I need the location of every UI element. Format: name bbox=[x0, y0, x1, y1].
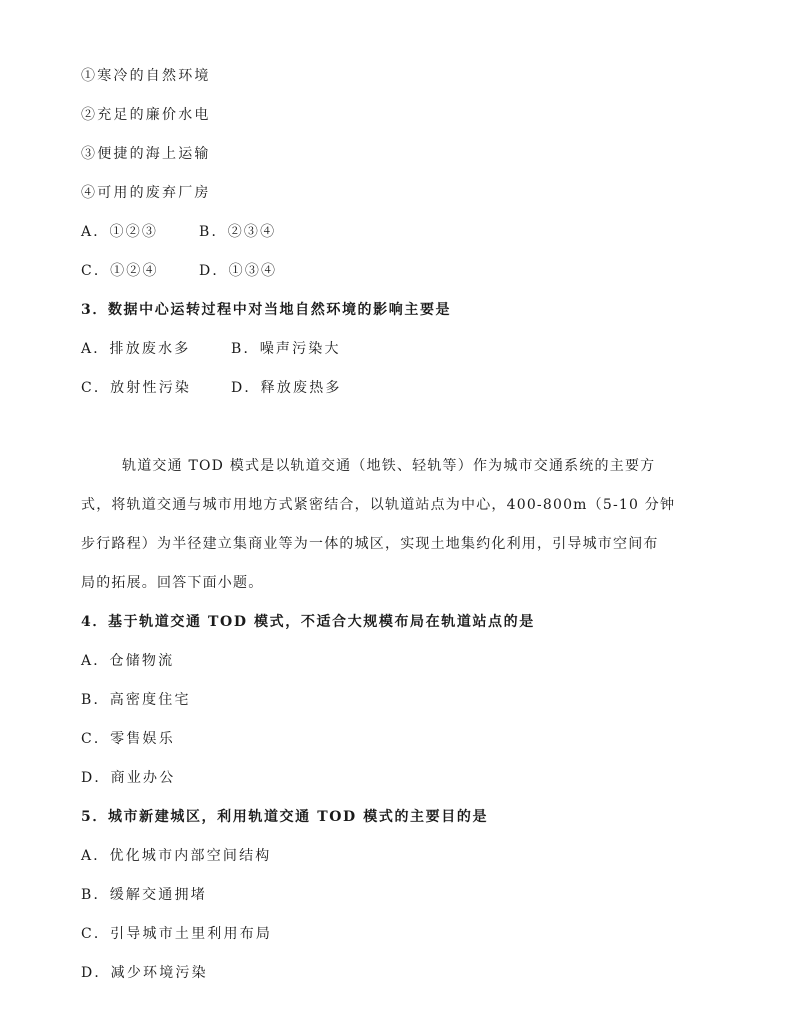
option-d: D．①③④ bbox=[199, 263, 278, 279]
answer-options-row-1 bbox=[81, 222, 276, 242]
condition-item-3: ③便捷的海上运输 bbox=[81, 146, 211, 162]
q5-option-d: D．减少环境污染 bbox=[81, 965, 208, 981]
q4-option-d: D．商业办公 bbox=[81, 770, 176, 786]
option-c: C．①②④ bbox=[81, 263, 159, 279]
q3-options-row-2 bbox=[81, 378, 342, 398]
question-3: 3．数据中心运转过程中对当地自然环境的影响主要是 bbox=[81, 302, 452, 318]
q3-option-c: C．放射性污染 bbox=[81, 380, 192, 396]
passage-line-2: 式，将轨道交通与城市用地方式紧密结合，以轨道站点为中心，400-800m（5-10 分钟 bbox=[81, 497, 676, 513]
q5-option-b: B．缓解交通拥堵 bbox=[81, 887, 207, 903]
condition-item-2: ②充足的廉价水电 bbox=[81, 107, 211, 123]
passage-line-4: 局的拓展。回答下面小题。 bbox=[81, 575, 264, 591]
option-b: B．②③④ bbox=[199, 224, 277, 240]
q3-option-a: A．排放废水多 bbox=[81, 341, 191, 357]
passage-line-3: 步行路程）为半径建立集商业等为一体的城区，实现土地集约化利用，引导城市空间布 bbox=[81, 536, 659, 552]
condition-item-4: ④可用的废弃厂房 bbox=[81, 185, 211, 201]
question-5: 5．城市新建城区，利用轨道交通 TOD 模式的主要目的是 bbox=[81, 809, 489, 825]
option-a: A．①②③ bbox=[81, 224, 159, 240]
passage-line-1: 轨道交通 TOD 模式是以轨道交通（地铁、轻轨等）作为城市交通系统的主要方 bbox=[122, 458, 656, 474]
condition-item-1: ①寒冷的自然环境 bbox=[81, 68, 211, 84]
q4-option-b: B．高密度住宅 bbox=[81, 692, 191, 708]
answer-options-row-2 bbox=[81, 261, 277, 281]
q3-option-d: D．释放废热多 bbox=[231, 380, 342, 396]
q5-option-c: C．引导城市土里利用布局 bbox=[81, 926, 273, 942]
q4-option-a: A．仓储物流 bbox=[81, 653, 175, 669]
q3-option-b: B．噪声污染大 bbox=[231, 341, 341, 357]
q3-options-row-1 bbox=[81, 339, 341, 359]
question-4: 4．基于轨道交通 TOD 模式，不适合大规模布局在轨道站点的是 bbox=[81, 614, 535, 630]
q4-option-c: C．零售娱乐 bbox=[81, 731, 175, 747]
q5-option-a: A．优化城市内部空间结构 bbox=[81, 848, 272, 864]
